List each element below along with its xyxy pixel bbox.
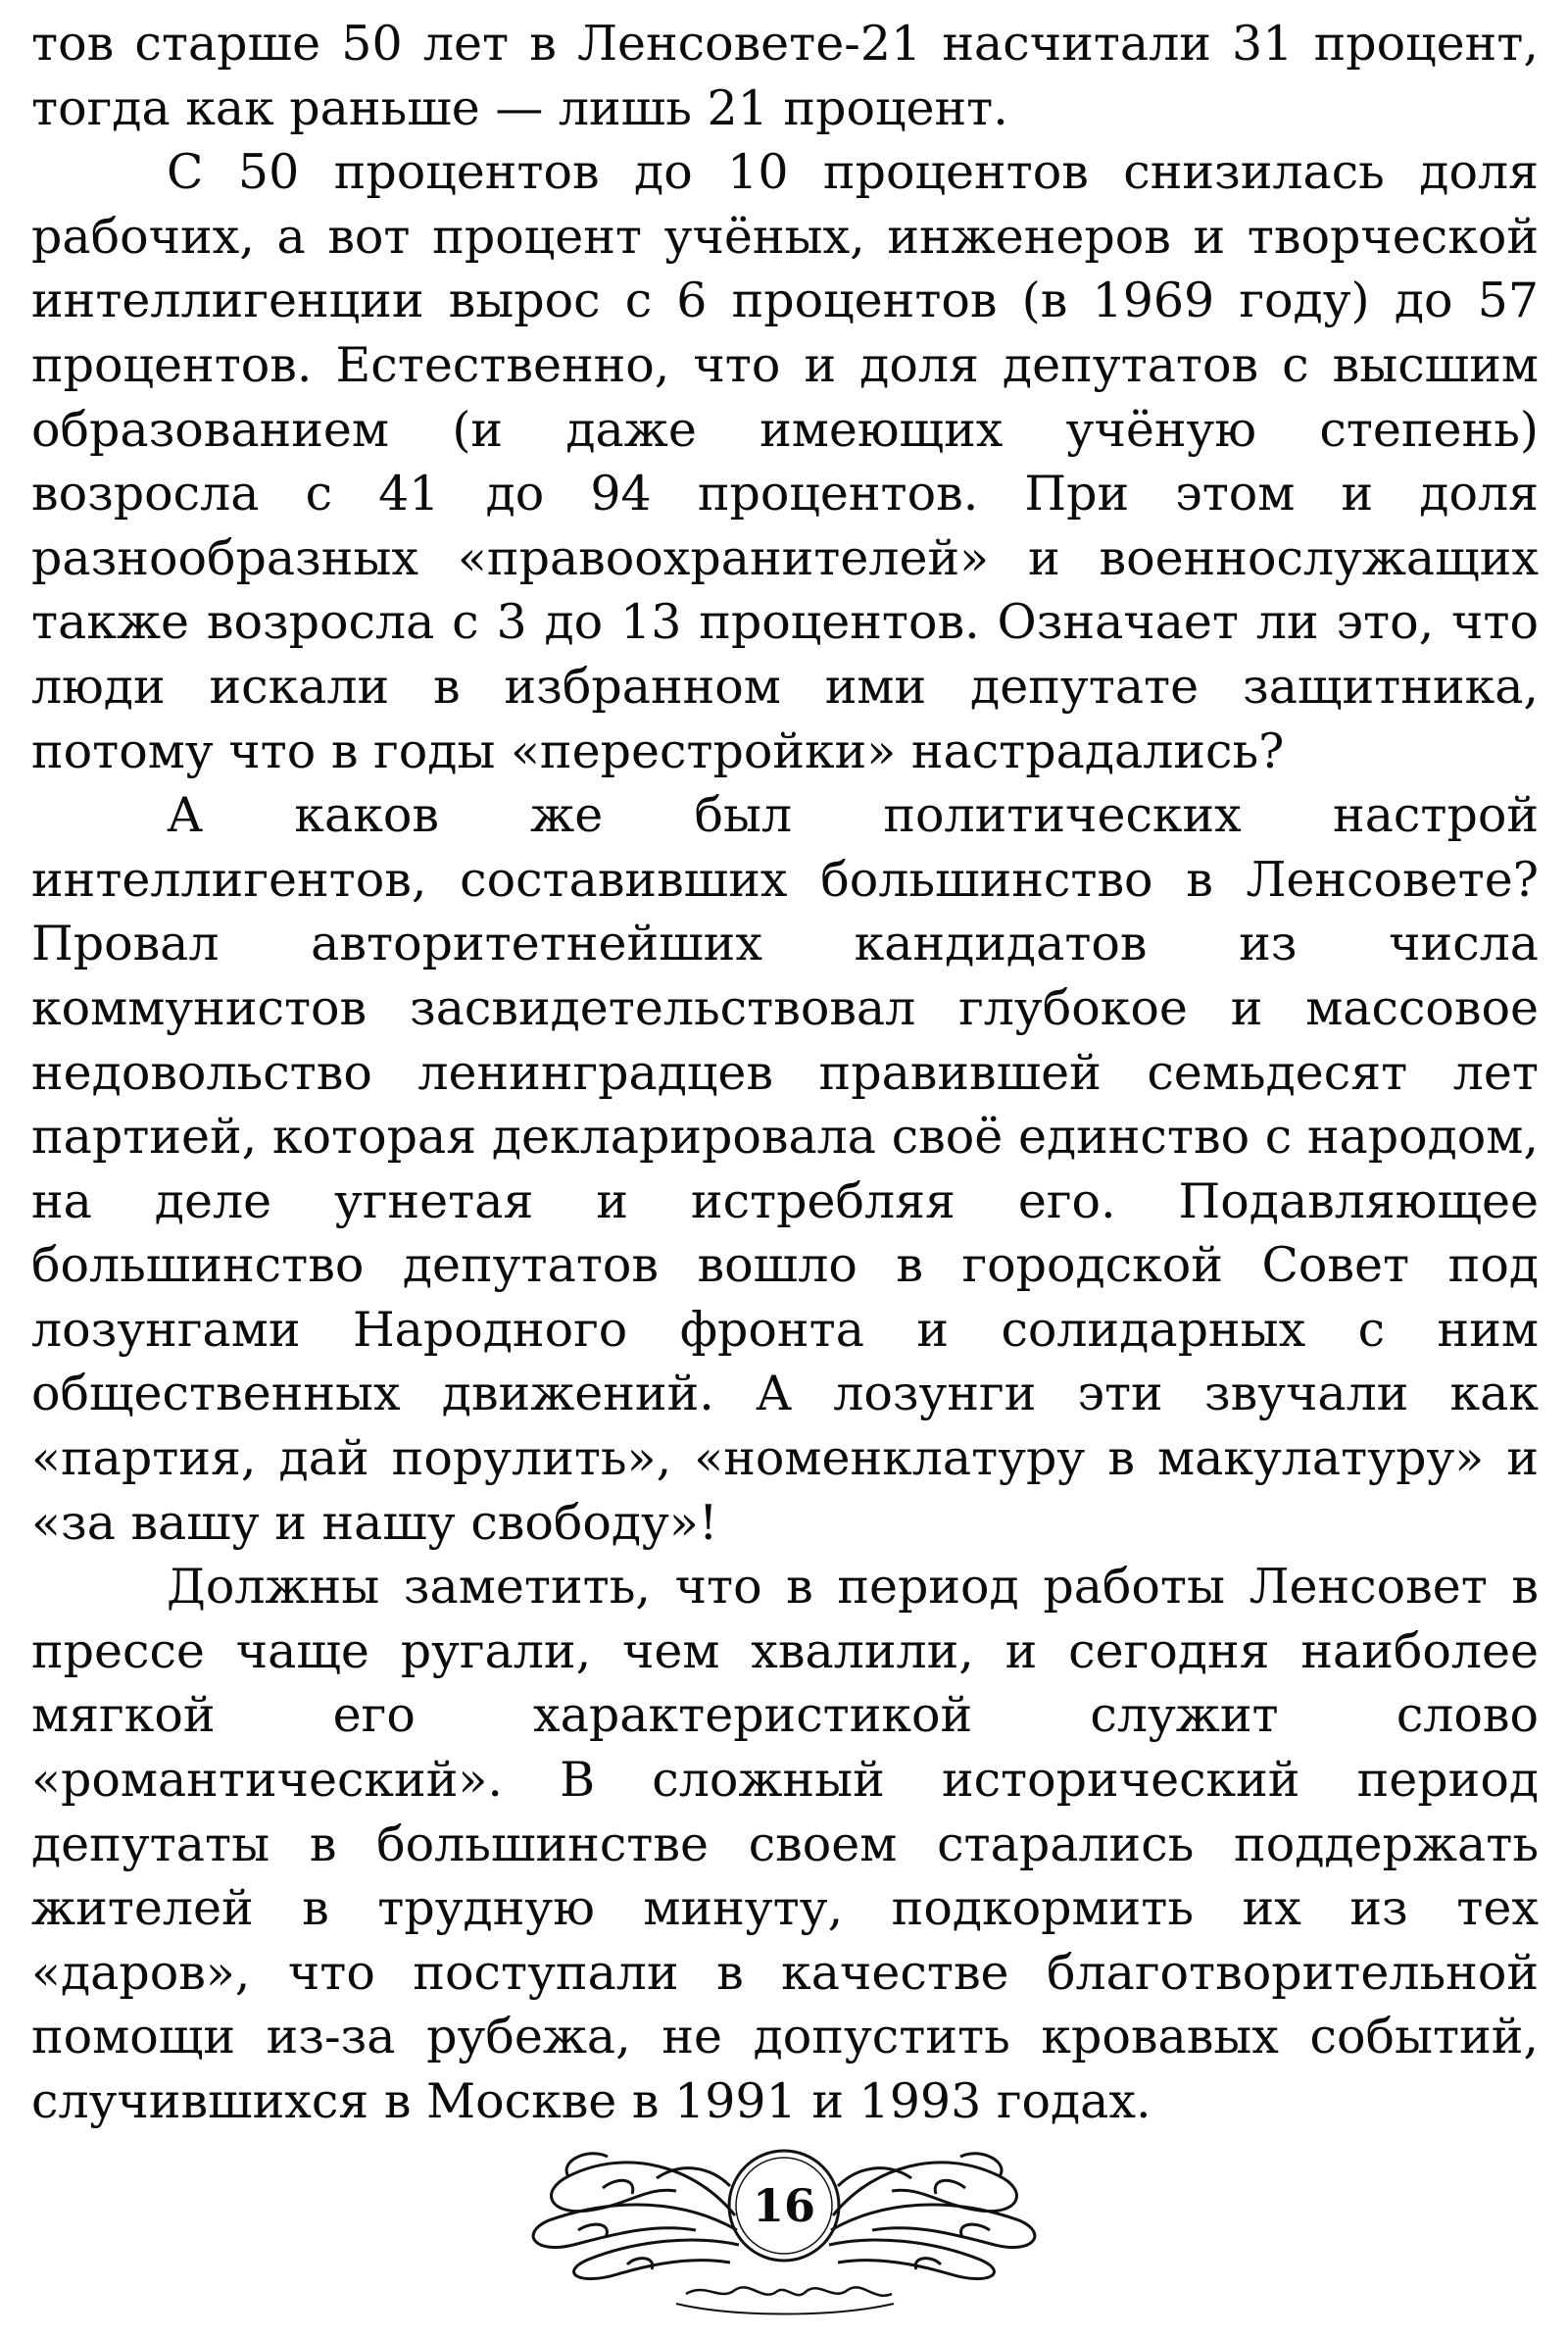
page-footer (0, 2108, 1568, 2323)
paragraph-3: А каков же был политических настрой интеллигентов, составивших большинство в Ленсовете? Провал авторитетнейших кандидатов из числа коммунистов засвидетельствовал глубокое и массовое недовольство ленинградцев правившей семьдесят лет партией, которая декларировала своё единство с народом, на деле угнетая и истребляя его. Подавляющее большинство депутатов вошло в городской Совет под лозунгами Народного фронта и солидарных с ним общественных движений. А лозунги эти звучали как «партия, дай порулить», «номенклатуру в макулатуру» и «за вашу и нашу свободу»! (31, 787, 1539, 1551)
paragraph-4: Должны заметить, что в период работы Ленсовет в прессе чаще ругали, чем хвалили, и сегодня наиболее мягкой его характеристикой служит слово «романтический». В сложный исторический период депутаты в большинстве своем старались поддержать жителей в трудную минуту, подкормить их из тех «даров», что поступали в качестве благотворительной помощи из-за рубежа, не допустить кровавых событий, случившихся в Москве в 1991 и 1993 годах. (31, 1559, 1539, 2129)
body-text (31, 12, 1539, 2134)
paragraph-2: С 50 процентов до 10 процентов снизилась доля рабочих, а вот процент учёных, инженеров и творческой интеллигенции вырос с 6 процентов (в 1969 году) до 57 процентов. Естественно, что и доля депутатов с высшим образованием (и даже имеющих учёную степень) возросла с 41 до 94 процентов. При этом и доля разнообразных «правоохранителей» и военнослужащих также возросла с 3 до 13 процентов. Означает ли это, что люди искали в избранном ими депутате защитника, потому что в годы «перестройки» настрадались? (31, 144, 1539, 779)
paragraph-1: тов старше 50 лет в Ленсовете-21 насчитали 31 процент, тогда как раньше — лишь 21 процент. (31, 16, 1539, 136)
page-number: 16 (752, 2179, 815, 2232)
